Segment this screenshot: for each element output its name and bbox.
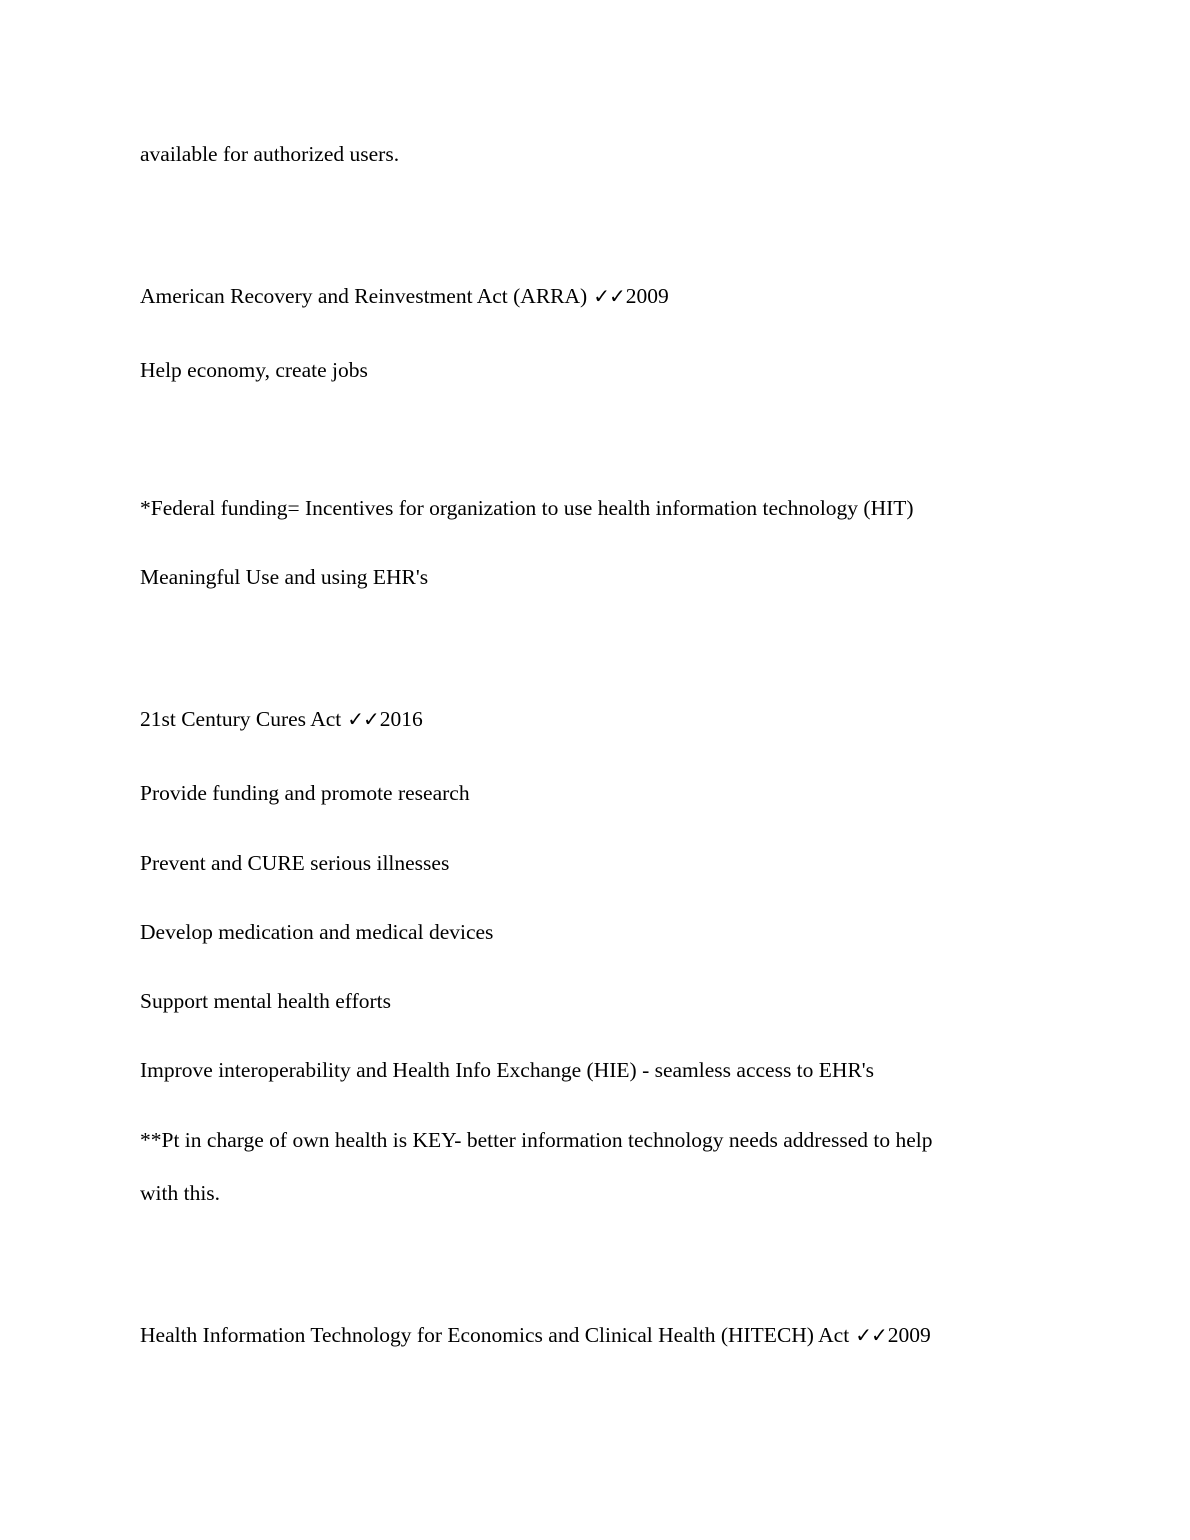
text-content: Meaningful Use and using EHR's	[140, 565, 429, 589]
text-content: available for authorized users.	[140, 142, 400, 166]
double-check-icon: ✓✓	[347, 707, 379, 731]
text-line-authorized-users	[140, 141, 399, 167]
text-line-develop-medication	[140, 919, 493, 945]
text-content: Develop medication and medical devices	[140, 920, 494, 944]
text-line-help-economy	[140, 357, 368, 383]
double-check-icon: ✓✓	[855, 1323, 887, 1347]
act-title: Health Information Technology for Economics and Clinical Health (HITECH) Act	[140, 1323, 850, 1347]
text-line-pt-in-charge	[140, 1127, 933, 1153]
text-content: Prevent and CURE serious illnesses	[140, 851, 450, 875]
act-title: 21st Century Cures Act	[140, 707, 342, 731]
text-content: with this.	[140, 1181, 221, 1205]
text-content: Help economy, create jobs	[140, 358, 368, 382]
act-year: 2016	[379, 707, 423, 731]
heading-cures-act	[140, 706, 423, 732]
text-content: Improve interoperability and Health Info Exchange (HIE) - seamless access to EHR's	[140, 1058, 875, 1082]
text-content: *Federal funding= Incentives for organization to use health information technology (HIT)	[140, 496, 914, 520]
heading-arra	[140, 283, 669, 309]
text-line-provide-funding	[140, 780, 470, 806]
text-content: **Pt in charge of own health is KEY- better information technology needs addressed to help	[140, 1128, 933, 1152]
text-line-federal-funding	[140, 495, 914, 521]
heading-hitech-act	[140, 1322, 931, 1348]
text-content: Support mental health efforts	[140, 989, 391, 1013]
text-line-with-this	[140, 1180, 220, 1206]
text-line-interoperability	[140, 1057, 874, 1083]
text-content: Provide funding and promote research	[140, 781, 470, 805]
text-line-meaningful-use	[140, 564, 428, 590]
act-title: American Recovery and Reinvestment Act (ARRA)	[140, 284, 588, 308]
double-check-icon: ✓✓	[593, 284, 625, 308]
act-year: 2009	[625, 284, 669, 308]
text-line-mental-health	[140, 988, 391, 1014]
act-year: 2009	[887, 1323, 931, 1347]
text-line-prevent-cure	[140, 850, 449, 876]
